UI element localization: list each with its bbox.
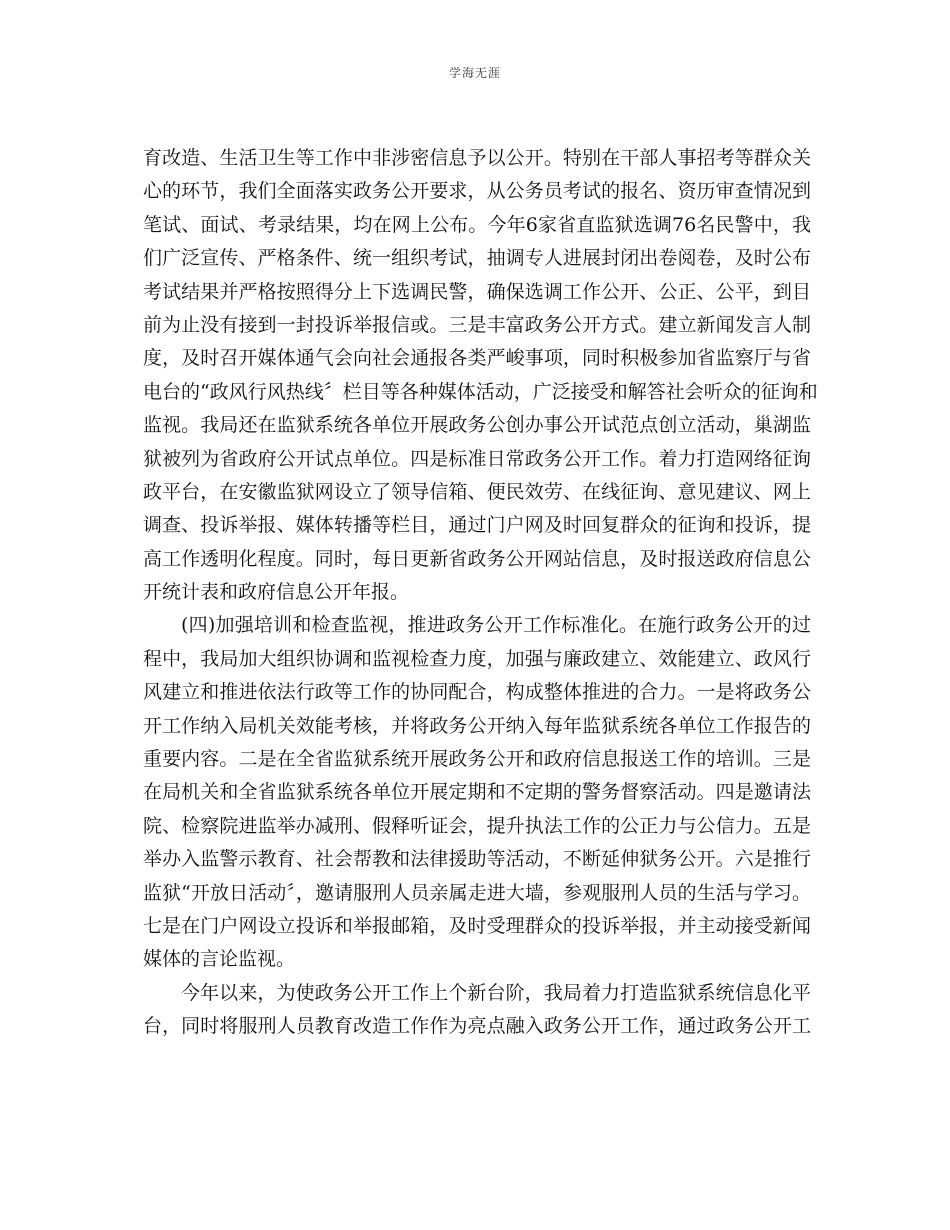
text-line: 举办入监警示教育、社会帮教和法律援助等活动，不断延伸狱务公开。六是推行 (143, 848, 811, 871)
body-text (143, 142, 818, 1044)
text-line: (四)加强培训和检查监视，推进政务公开工作标准化。在施行政务公开的过 (181, 614, 811, 637)
text-line: 调查、投诉举报、媒体转播等栏目，通过门户网及时回复群众的征询和投诉，提 (143, 514, 811, 537)
text-line: 高工作透明化程度。同时，每日更新省政务公开网站信息，及时报送政府信息公 (143, 547, 811, 570)
text-line: 程中，我局加大组织协调和监视检查力度，加强与廉政建立、效能建立、政风行 (143, 647, 811, 670)
text-line: 重要内容。二是在全省监狱系统开展政务公开和政府信息报送工作的培训。三是 (143, 748, 811, 771)
text-line: 监视。我局还在监狱系统各单位开展政务公创办事公开试范点创立活动，巢湖监 (143, 414, 811, 437)
text-line: 笔试、面试、考录结果，均在网上公布。今年6家省直监狱选调76名民警中，我 (143, 213, 811, 236)
text-line: 度，及时召开媒体通气会向社会通报各类严峻事项，同时积极参加省监察厅与省 (143, 347, 811, 370)
text-line: 开统计表和政府信息公开年报。 (143, 581, 410, 604)
text-line: 前为止没有接到一封投诉举报信或。三是丰富政务公开方式。建立新闻发言人制 (143, 313, 811, 336)
text-line: 台，同时将服刑人员教育改造工作作为亮点融入政务公开工作，通过政务公开工 (143, 1015, 811, 1038)
text-line: 狱被列为省政府公开试点单位。四是标准日常政务公开工作。着力打造网络征询 (143, 447, 811, 470)
text-line: 今年以来，为使政务公开工作上个新台阶，我局着力打造监狱系统信息化平 (181, 981, 811, 1004)
text-line: 在局机关和全省监狱系统各单位开展定期和不定期的警务督察活动。四是邀请法 (143, 781, 811, 804)
text-line: 考试结果并严格按照得分上下选调民警，确保选调工作公开、公正、公平，到目 (143, 280, 811, 303)
text-line: 七是在门户网设立投诉和举报邮箱，及时受理群众的投诉举报，并主动接受新闻 (143, 914, 811, 937)
text-line: 开工作纳入局机关效能考核，并将政务公开纳入每年监狱系统各单位工作报告的 (143, 714, 811, 737)
text-line: 媒体的言论监视。 (143, 948, 296, 971)
text-line: 电台的“政风行风热线〞栏目等各种媒体活动，广泛接受和解答社会听众的征询和 (143, 380, 818, 403)
text-line: 心的环节，我们全面落实政务公开要求，从公务员考试的报名、资历审查情况到 (143, 180, 811, 203)
text-line: 们广泛宣传、严格条件、统一组织考试，抽调专人进展封闭出卷阅卷，及时公布 (143, 247, 811, 270)
text-line: 育改造、生活卫生等工作中非涉密信息予以公开。特别在干部人事招考等群众关 (143, 147, 811, 169)
text-line: 院、检察院进监举办减刑、假释听证会，提升执法工作的公正力与公信力。五是 (143, 814, 811, 837)
page-header: 学海无涯 (448, 66, 501, 80)
text-line: 政平台，在安徽监狱网设立了领导信箱、便民效劳、在线征询、意见建议、网上 (143, 480, 811, 503)
text-line: 风建立和推进依法行政等工作的协同配合，构成整体推进的合力。一是将政务公 (143, 681, 811, 704)
text-line: 监狱“开放日活动〞，邀请服刑人员亲属走进大墙，参观服刑人员的生活与学习。 (143, 881, 811, 904)
